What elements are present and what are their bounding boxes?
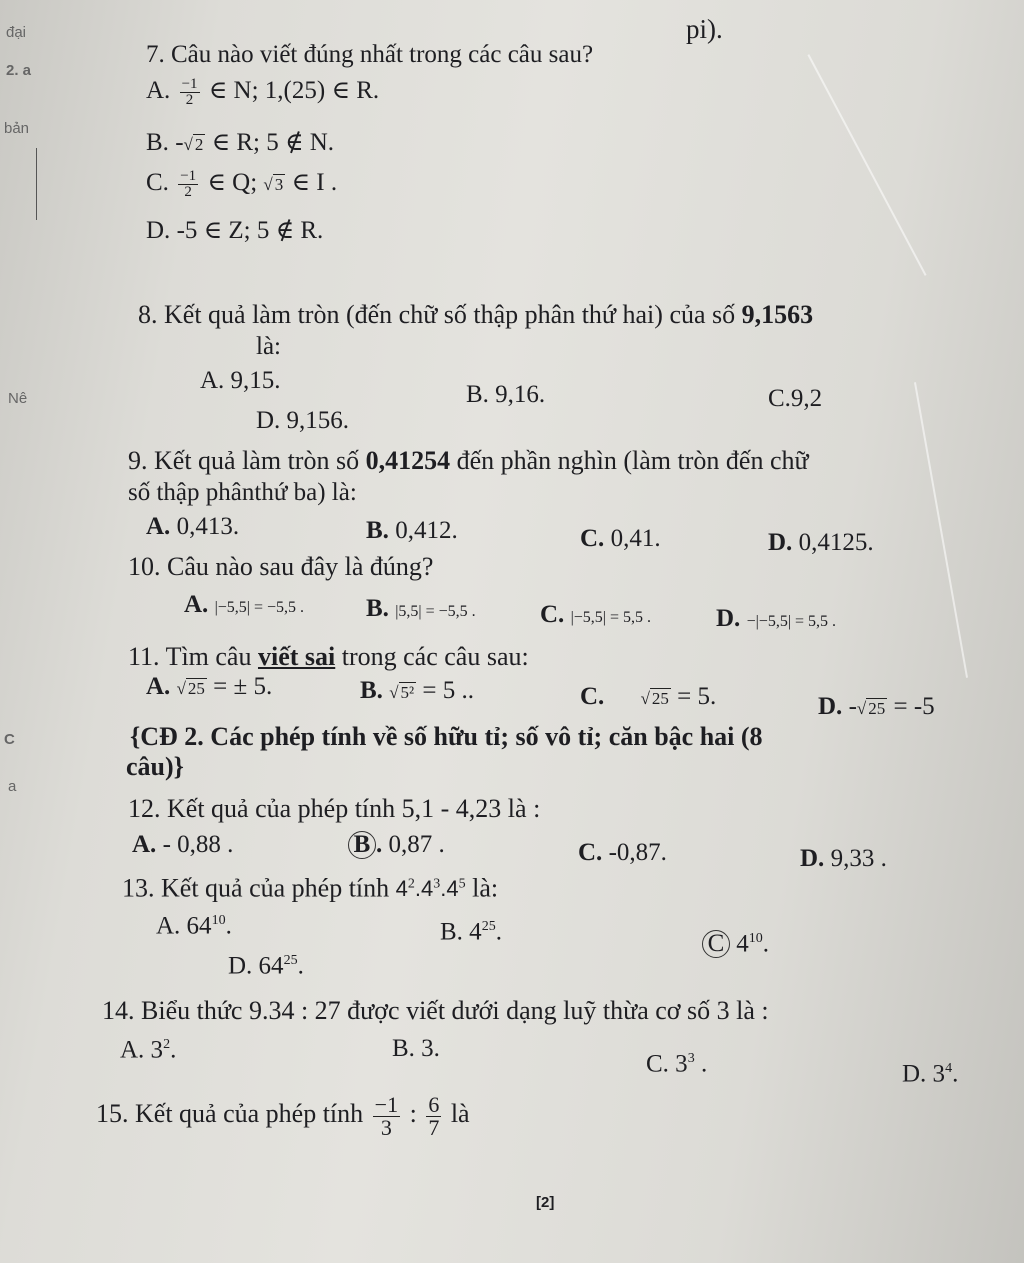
fraction-numerator: −1	[181, 75, 198, 92]
q9-option-b	[366, 516, 458, 546]
square-root: √ 25	[176, 679, 205, 698]
radicand: 2	[194, 135, 204, 154]
option-label: C.	[540, 601, 565, 628]
option-text: ∈ I .	[285, 169, 338, 196]
option-text: 0,412.	[395, 517, 458, 544]
option-text: .	[495, 918, 502, 946]
question-text: đến phần nghìn (làm tròn đến chữ	[456, 446, 809, 475]
exponent: 3	[687, 1051, 695, 1066]
question-text: 9. Kết quả làm tròn số	[128, 446, 360, 475]
q7-option-d	[146, 216, 323, 246]
q10-option-a	[184, 590, 304, 623]
option-text: A. 3	[120, 1036, 164, 1064]
option-text: 0,41.	[610, 525, 661, 552]
expr-base: 4	[395, 876, 408, 902]
exponent: 25	[283, 953, 298, 968]
question-number-value: 0,41254	[365, 446, 451, 475]
option-text: .	[297, 952, 304, 980]
option-label: A.	[132, 831, 157, 858]
margin-text: C	[4, 731, 15, 748]
option-text: .	[952, 1060, 959, 1088]
fraction	[178, 169, 198, 200]
question-15	[96, 1092, 470, 1139]
option-label: A.	[146, 513, 171, 540]
option-text: D. 3	[902, 1060, 946, 1088]
option-text: - 0,88 .	[162, 831, 234, 858]
option-text: -5 ∈ Z; 5 ∉ R.	[176, 217, 324, 244]
q8-option-a: A. 9,15.	[200, 367, 281, 394]
option-text: |−5,5| = 5,5 .	[570, 609, 652, 626]
option-text: = 5 ..	[416, 677, 474, 704]
option-text: C. 3	[646, 1050, 688, 1078]
question-text: 11. Tìm câu	[128, 642, 252, 671]
option-text: .	[694, 1050, 708, 1078]
option-text: B. 4	[440, 918, 482, 946]
fraction	[373, 1091, 400, 1140]
exponent: 2	[407, 877, 415, 892]
option-label: D.	[800, 845, 825, 872]
margin-text: bản	[4, 120, 30, 137]
option-text: .	[170, 1036, 177, 1064]
q14-option-a	[120, 1030, 176, 1065]
option-text: 4	[736, 930, 749, 958]
q8-option-c: C.9,2	[768, 385, 823, 412]
q13-option-b	[440, 912, 502, 947]
q10-option-d	[716, 604, 836, 637]
radicand: 25	[651, 689, 669, 708]
q12-option-d	[800, 844, 887, 874]
question-11	[128, 642, 529, 672]
fraction-denominator: 3	[380, 1114, 392, 1140]
option-text: ∈ N; 1,(25) ∈ R.	[202, 77, 380, 104]
option-label: D.	[818, 693, 843, 720]
q7-option-c	[146, 168, 337, 200]
question-7: 7. Câu nào viết đúng nhất trong các câu sau?	[146, 41, 594, 68]
q9-line2: số thập phânthứ ba) là:	[128, 479, 357, 506]
option-text: = ± 5.	[206, 673, 273, 700]
option-label: B.	[146, 129, 169, 156]
q8-option-b: B. 9,16.	[466, 381, 546, 408]
option-text: |5,5| = −5,5 .	[395, 603, 476, 620]
fraction-numerator: −1	[374, 1091, 399, 1117]
q13-option-a	[156, 906, 232, 941]
option-label: B.	[366, 517, 389, 544]
radicand: 3	[274, 175, 284, 194]
page-number: [2]	[536, 1194, 555, 1211]
option-label: B.	[366, 595, 389, 622]
q9-option-a	[146, 512, 239, 542]
exponent: 10	[748, 931, 763, 946]
fraction	[426, 1091, 441, 1140]
option-text: ∈ R; 5 ∉ N.	[205, 129, 335, 156]
q9-option-d	[768, 528, 874, 558]
square-root: √ 3	[263, 175, 284, 194]
circled-answer-mark: C	[702, 930, 730, 958]
margin-text: 2. a	[6, 62, 32, 79]
question-9	[128, 446, 809, 476]
option-text: 0,413.	[176, 513, 240, 540]
exponent: 25	[481, 919, 496, 934]
q12-option-c	[578, 838, 667, 868]
question-13	[122, 870, 498, 904]
option-text: D. 64	[228, 952, 284, 980]
exponent: 10	[211, 913, 226, 928]
option-label: A.	[146, 77, 171, 104]
section-heading-cont: câu)}	[126, 752, 184, 781]
option-text: = 5.	[670, 683, 717, 710]
question-8	[138, 300, 813, 330]
division-sign: :	[409, 1099, 417, 1128]
paper-crease	[807, 54, 926, 276]
exponent: 5	[458, 877, 466, 892]
option-label: D.	[146, 217, 171, 244]
q14-option-d	[902, 1054, 958, 1089]
option-text: |−5,5| = −5,5 .	[214, 599, 305, 616]
question-14: 14. Biểu thức 9.34 : 27 được viết dưới dạng luỹ thừa cơ số 3 là :	[102, 996, 769, 1025]
fraction-denominator: 2	[185, 91, 194, 108]
fraction	[180, 77, 200, 108]
q9-option-c	[580, 524, 661, 554]
question-12: 12. Kết quả của phép tính 5,1 - 4,23 là :	[128, 794, 541, 823]
q10-option-b	[366, 594, 476, 627]
margin-rule	[36, 148, 37, 220]
square-root: √ 25	[856, 699, 886, 718]
option-label: A.	[184, 591, 209, 618]
question-text: là:	[472, 873, 499, 903]
margin-text: a	[8, 778, 17, 795]
fraction-denominator: 2	[184, 183, 192, 200]
margin-text: đại	[6, 24, 27, 41]
expr-base: .4	[440, 876, 459, 902]
q12-option-b: B . 0,87 .	[352, 830, 445, 860]
option-label: C.	[580, 525, 605, 552]
q13-option-c	[706, 924, 769, 959]
radicand: 25	[187, 679, 205, 698]
q14-option-c	[646, 1044, 707, 1079]
q11-option-c	[580, 682, 716, 714]
option-text: .	[225, 912, 232, 940]
q8-line2: là:	[256, 333, 281, 360]
q8-option-d: D. 9,156.	[256, 407, 350, 434]
question-text: là	[450, 1099, 470, 1128]
q14-option-b: B. 3.	[392, 1035, 440, 1062]
square-root: √ 5²	[389, 683, 415, 702]
paper-crease	[914, 382, 968, 678]
exponent: 4	[945, 1061, 953, 1076]
option-text: -0,87.	[608, 839, 667, 866]
option-text: .	[762, 930, 769, 958]
square-root: √ 25	[640, 689, 669, 708]
question-text: 13. Kết quả của phép tính	[122, 873, 390, 903]
question-text: trong các câu sau:	[341, 642, 529, 671]
q10-option-c	[540, 600, 651, 633]
option-text: = -5	[887, 693, 935, 720]
option-label: D.	[716, 605, 741, 632]
option-text: 9,33 .	[830, 845, 887, 872]
question-10: 10. Câu nào sau đây là đúng?	[128, 552, 434, 581]
power-expression	[396, 876, 466, 901]
margin-text: Nê	[8, 390, 28, 407]
square-root: √ 2	[183, 135, 204, 154]
option-label: C.	[146, 169, 169, 196]
option-label: B.	[360, 677, 383, 704]
q7-option-b	[146, 128, 334, 160]
expr-base: .4	[414, 876, 434, 902]
q12-option-a	[132, 830, 233, 860]
option-text: −|−5,5| = 5,5 .	[746, 613, 837, 630]
q7-option-a	[146, 76, 379, 108]
section-heading: {CĐ 2. Các phép tính về số hữu tỉ; số vô tỉ; căn bậc hai (8	[130, 722, 763, 751]
option-label: D.	[768, 529, 793, 556]
q13-option-d	[228, 946, 304, 981]
question-text: 8. Kết quả làm tròn (đến chữ số thập phân thứ hai) của số	[138, 300, 736, 329]
q11-option-b	[360, 676, 474, 708]
option-text: 0,4125.	[798, 529, 874, 556]
question-text: 15. Kết quả của phép tính	[96, 1099, 364, 1128]
question-number-value: 9,1563	[741, 300, 814, 329]
option-label: A.	[146, 673, 171, 700]
circled-answer-mark: B	[348, 831, 376, 859]
minus-sign: -	[848, 693, 857, 720]
fraction-denominator: 7	[428, 1114, 440, 1140]
option-text: 0,87 .	[388, 831, 445, 858]
option-label: C.	[580, 683, 605, 710]
fraction-numerator: 6	[428, 1091, 440, 1117]
option-text: A. 64	[156, 912, 212, 940]
option-label: C.	[578, 839, 603, 866]
minus-sign: -	[175, 129, 184, 156]
q11-option-d	[818, 692, 935, 724]
option-text: ∈ Q;	[201, 169, 264, 196]
exponent: 2	[163, 1037, 171, 1052]
underlined-emphasis: viết sai	[257, 642, 336, 671]
radicand: 5²	[400, 683, 415, 702]
fraction-numerator: −1	[180, 167, 197, 184]
top-fragment: pi).	[686, 14, 723, 44]
q11-option-a	[146, 672, 272, 704]
left-margin-strip	[0, 0, 62, 1263]
exponent: 3	[433, 877, 441, 892]
radicand: 25	[868, 699, 886, 718]
